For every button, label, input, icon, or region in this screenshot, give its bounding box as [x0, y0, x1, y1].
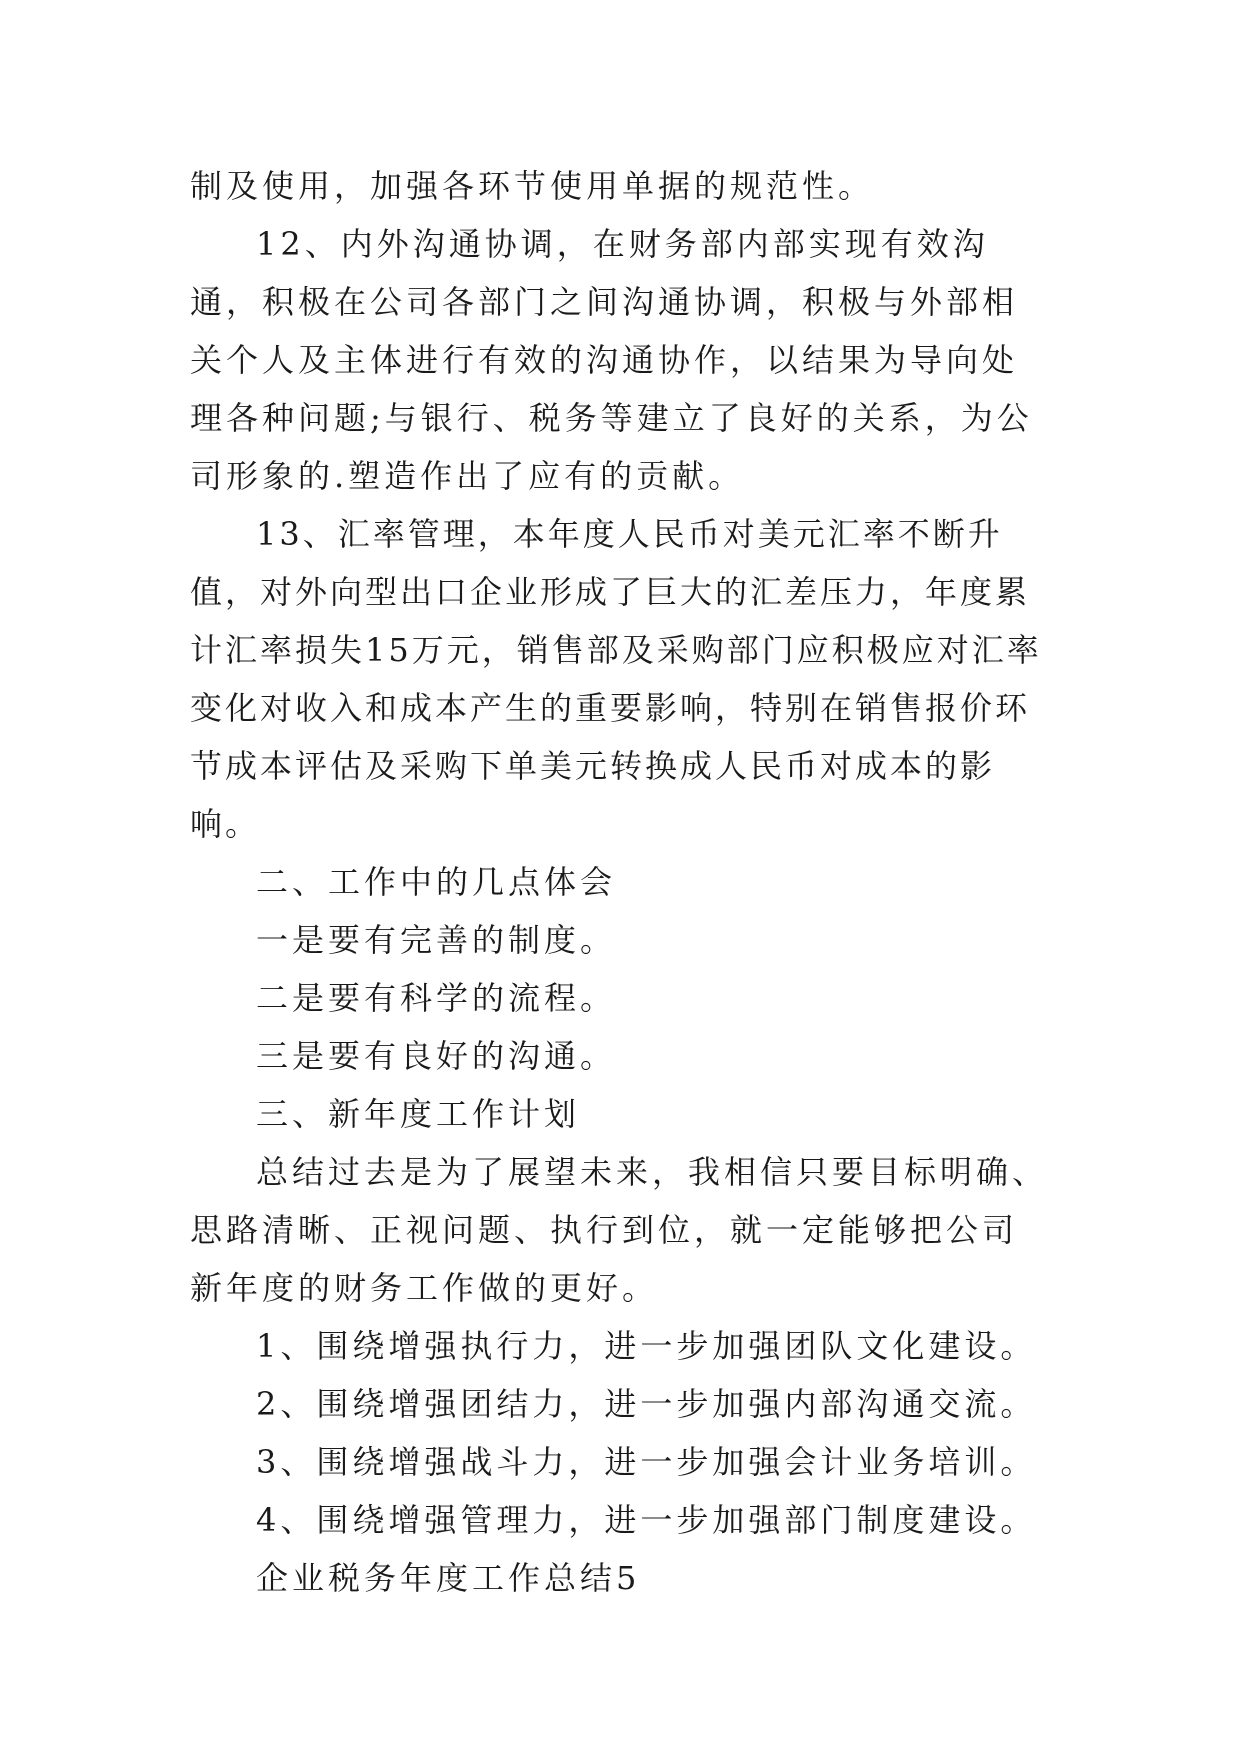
plan-item-2: 2、围绕增强团结力，进一步加强内部沟通交流。	[256, 1385, 1037, 1423]
paragraph-item-13: 13、汇率管理，本年度人民币对美元汇率不断升值，对外向型出口企业形成了巨大的汇差压力，年度累计汇率损失15万元，销售部及采购部门应积极应对汇率变化对收入和成本产生的重要影响，特别在销售报价环节成本评估及采购下单美元转换成人民币对成本的影响。	[190, 515, 1042, 843]
insight-3: 三是要有良好的沟通。	[256, 1037, 617, 1075]
paragraph-continuation: 制及使用，加强各环节使用单据的规范性。	[190, 167, 875, 205]
paragraph-item-12: 12、内外沟通协调，在财务部内部实现有效沟通，积极在公司各部门之间沟通协调，积极与外部相关个人及主体进行有效的沟通协作，以结果为导向处理各种问题;与银行、税务等建立了良好的关系，为公司形象的.塑造作出了应有的贡献。	[190, 225, 1033, 495]
plan-item-4: 4、围绕增强管理力，进一步加强部门制度建设。	[256, 1501, 1037, 1539]
section-heading-2: 二、工作中的几点体会	[256, 863, 617, 901]
insight-2: 二是要有科学的流程。	[256, 979, 617, 1017]
plan-item-3: 3、围绕增强战斗力，进一步加强会计业务培训。	[256, 1443, 1037, 1481]
next-section-title: 企业税务年度工作总结5	[256, 1559, 641, 1597]
document-body	[190, 157, 1052, 1607]
paragraph-plan-intro: 总结过去是为了展望未来，我相信只要目标明确、思路清晰、正视问题、执行到位，就一定能够把公司新年度的财务工作做的更好。	[190, 1153, 1049, 1307]
section-heading-3: 三、新年度工作计划	[256, 1095, 581, 1133]
insight-1: 一是要有完善的制度。	[256, 921, 617, 959]
plan-item-1: 1、围绕增强执行力，进一步加强团队文化建设。	[256, 1327, 1037, 1365]
